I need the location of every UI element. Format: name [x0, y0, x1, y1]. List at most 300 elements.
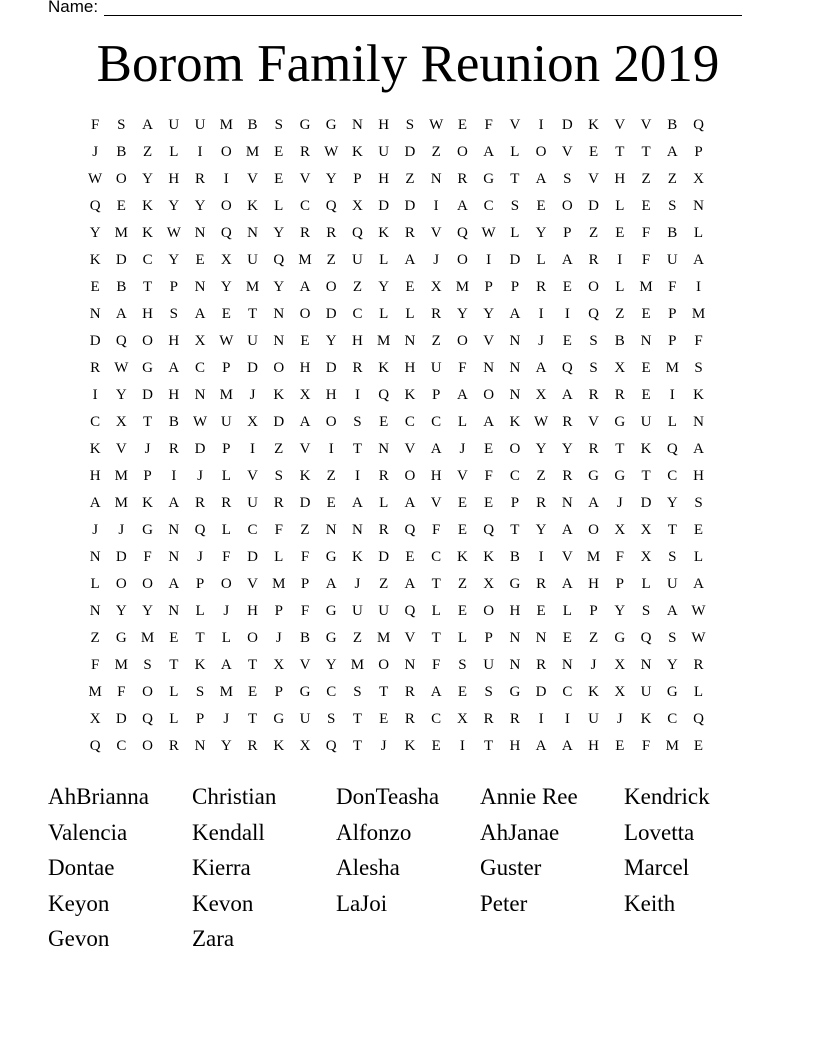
grid-letter: R — [352, 360, 363, 376]
grid-letter: D — [325, 306, 337, 322]
grid-letter: L — [195, 603, 205, 619]
grid-letter: C — [116, 738, 127, 754]
grid-letter: A — [693, 576, 704, 592]
grid-letter: K — [89, 441, 101, 457]
grid-letter: D — [273, 414, 285, 430]
grid-row — [82, 490, 738, 517]
grid-letter: Y — [456, 306, 468, 322]
grid-letter: N — [509, 387, 521, 403]
grid-letter: N — [509, 333, 521, 349]
grid-letter: R — [378, 468, 389, 484]
grid-letter: Y — [325, 657, 337, 673]
grid-letter: C — [352, 306, 363, 322]
word-list-item: AhJanae — [480, 819, 560, 845]
grid-letter: N — [352, 522, 363, 538]
grid-letter: H — [404, 360, 416, 376]
grid-letter: Q — [378, 387, 390, 403]
grid-letter: N — [194, 279, 206, 295]
word-list-item: Christian — [192, 784, 277, 809]
grid-letter: I — [92, 387, 98, 403]
grid-letter: L — [169, 144, 179, 160]
grid-letter: A — [509, 306, 521, 322]
word-list-item: Marcel — [624, 855, 690, 881]
grid-letter: B — [116, 144, 127, 160]
grid-letter: R — [404, 711, 415, 727]
grid-letter: H — [430, 468, 442, 484]
grid-row — [82, 301, 738, 328]
grid-letter: F — [274, 522, 283, 538]
grid-letter: K — [404, 738, 416, 754]
grid-letter: A — [561, 738, 573, 754]
grid-letter: X — [483, 576, 495, 592]
grid-letter: C — [667, 468, 678, 484]
grid-letter: R — [509, 711, 520, 727]
grid-letter: D — [89, 333, 101, 349]
grid-letter: F — [222, 549, 231, 565]
grid-letter: L — [615, 279, 625, 295]
grid-letter: Y — [168, 198, 180, 214]
grid-letter: T — [510, 522, 520, 538]
grid-letter: D — [115, 711, 127, 727]
grid-letter: T — [431, 630, 441, 646]
grid-letter: N — [273, 333, 285, 349]
grid-letter: G — [588, 468, 599, 484]
grid-letter: C — [431, 414, 442, 430]
grid-letter: O — [142, 576, 153, 592]
grid-letter: R — [168, 441, 179, 457]
grid-letter: Z — [641, 171, 651, 187]
grid-letter: O — [142, 738, 153, 754]
grid-letter: R — [562, 414, 573, 430]
grid-letter: B — [667, 117, 678, 133]
word-list-item: Annie Ree — [480, 784, 578, 809]
grid-letter: P — [169, 279, 178, 295]
grid-letter: A — [430, 684, 442, 700]
grid-letter: P — [484, 279, 493, 295]
grid-letter: I — [538, 549, 544, 565]
grid-letter: Z — [352, 630, 363, 646]
grid-letter: E — [588, 144, 599, 160]
grid-row — [82, 733, 738, 760]
grid-letter: S — [668, 549, 677, 565]
grid-letter: F — [694, 333, 703, 349]
grid-letter: M — [219, 387, 233, 403]
grid-letter: D — [404, 198, 416, 214]
grid-letter: U — [168, 117, 180, 133]
grid-letter: A — [430, 441, 442, 457]
grid-letter: J — [223, 603, 230, 619]
grid-letter: I — [564, 306, 570, 322]
grid-letter: G — [325, 549, 337, 565]
grid-letter: G — [273, 711, 285, 727]
grid-letter: A — [483, 414, 495, 430]
grid-letter: R — [562, 468, 573, 484]
grid-letter: V — [404, 441, 416, 457]
grid-letter: M — [219, 117, 233, 133]
grid-letter: H — [693, 468, 704, 484]
grid-letter: M — [298, 252, 312, 268]
grid-letter: N — [483, 360, 495, 376]
grid-letter: K — [194, 657, 206, 673]
grid-letter: M — [272, 576, 286, 592]
grid-letter: N — [640, 333, 652, 349]
grid-letter: N — [273, 306, 285, 322]
grid-letter: K — [509, 414, 521, 430]
word-list-item: Lovetta — [624, 819, 695, 845]
grid-letter: B — [299, 630, 310, 646]
grid-letter: Q — [325, 738, 337, 754]
grid-letter: U — [588, 711, 599, 727]
grid-letter: R — [693, 657, 704, 673]
grid-letter: O — [325, 414, 337, 430]
grid-letter: J — [118, 522, 125, 538]
grid-letter: O — [456, 333, 468, 349]
grid-letter: X — [115, 414, 127, 430]
grid-letter: K — [483, 549, 495, 565]
grid-letter: R — [457, 171, 468, 187]
grid-letter: Y — [666, 495, 678, 511]
grid-letter: E — [274, 171, 284, 187]
grid-letter: T — [352, 738, 363, 754]
grid-row — [82, 652, 738, 679]
grid-letter: Q — [588, 306, 599, 322]
grid-letter: E — [457, 117, 467, 133]
grid-letter: Z — [615, 306, 625, 322]
grid-letter: Z — [90, 630, 100, 646]
word-list-item: Alesha — [336, 855, 400, 881]
grid-letter: V — [115, 441, 127, 457]
grid-letter: G — [142, 522, 153, 538]
grid-row — [82, 382, 738, 409]
grid-letter: X — [89, 711, 101, 727]
grid-letter: P — [694, 144, 703, 160]
word-list-item: Gevon — [48, 926, 110, 952]
grid-letter: A — [115, 306, 127, 322]
grid-letter: Q — [693, 711, 704, 727]
grid-letter: K — [404, 387, 416, 403]
grid-letter: U — [247, 252, 258, 268]
grid-letter: N — [325, 522, 337, 538]
grid-row — [82, 436, 738, 463]
grid-letter: T — [431, 576, 441, 592]
grid-letter: B — [116, 279, 127, 295]
grid-letter: N — [404, 333, 416, 349]
grid-letter: S — [353, 414, 362, 430]
grid-letter: R — [378, 522, 389, 538]
grid-letter: G — [299, 117, 311, 133]
grid-letter: K — [89, 252, 101, 268]
grid-letter: H — [168, 387, 180, 403]
grid-letter: O — [247, 630, 258, 646]
grid-letter: G — [509, 576, 521, 592]
grid-letter: L — [457, 630, 467, 646]
grid-letter: N — [194, 738, 206, 754]
word-list-item: Zara — [192, 926, 235, 952]
grid-letter: J — [92, 144, 99, 160]
grid-letter: X — [247, 414, 258, 430]
grid-letter: Z — [143, 144, 153, 160]
grid-letter: B — [667, 225, 678, 241]
grid-letter: P — [195, 711, 205, 727]
grid-letter: N — [535, 630, 547, 646]
grid-letter: J — [590, 657, 597, 673]
grid-letter: K — [456, 549, 468, 565]
grid-letter: C — [247, 522, 258, 538]
grid-letter: Q — [142, 711, 153, 727]
grid-letter: X — [194, 333, 206, 349]
grid-letter: Q — [352, 225, 363, 241]
grid-letter: Z — [405, 171, 415, 187]
grid-letter: F — [458, 360, 467, 376]
grid-letter: E — [457, 684, 467, 700]
grid-letter: O — [115, 171, 127, 187]
word-list-item: Kendrick — [624, 784, 710, 809]
grid-letter: C — [431, 549, 442, 565]
grid-letter: L — [431, 603, 441, 619]
grid-letter: S — [143, 657, 152, 673]
grid-letter: W — [429, 117, 444, 133]
grid-letter: P — [510, 279, 520, 295]
grid-letter: E — [562, 630, 572, 646]
grid-row — [82, 139, 738, 166]
grid-letter: A — [194, 306, 206, 322]
grid-letter: S — [353, 684, 362, 700]
grid-letter: E — [615, 225, 625, 241]
grid-letter: V — [404, 630, 416, 646]
grid-letter: O — [220, 576, 232, 592]
grid-letter: V — [614, 117, 626, 133]
grid-letter: N — [89, 603, 101, 619]
grid-letter: T — [615, 144, 625, 160]
grid-letter: R — [299, 144, 310, 160]
grid-letter: Q — [693, 117, 704, 133]
grid-letter: Z — [274, 441, 284, 457]
grid-letter: V — [456, 468, 468, 484]
grid-letter: S — [195, 684, 205, 700]
grid-letter: X — [220, 252, 232, 268]
grid-letter: Z — [588, 225, 599, 241]
grid-letter: P — [484, 630, 493, 646]
grid-letter: K — [273, 387, 285, 403]
grid-letter: V — [247, 468, 258, 484]
grid-letter: A — [142, 117, 153, 133]
grid-letter: M — [140, 630, 155, 646]
grid-letter: W — [691, 603, 706, 619]
grid-letter: J — [616, 711, 623, 727]
grid-row — [82, 598, 738, 625]
grid-letter: N — [168, 549, 180, 565]
grid-letter: T — [247, 657, 258, 673]
grid-letter: J — [197, 468, 203, 484]
word-list-item: Kendall — [192, 819, 265, 845]
grid-letter: F — [143, 549, 152, 565]
grid-letter: S — [641, 603, 651, 619]
grid-letter: S — [117, 117, 126, 133]
grid-row — [82, 409, 738, 436]
grid-letter: I — [669, 387, 675, 403]
grid-letter: I — [538, 711, 544, 727]
grid-letter: B — [247, 117, 258, 133]
grid-letter: Y — [535, 522, 547, 538]
grid-letter: H — [378, 117, 390, 133]
grid-letter: M — [455, 279, 470, 295]
grid-letter: T — [195, 630, 205, 646]
grid-letter: T — [510, 171, 520, 187]
grid-letter: A — [299, 279, 311, 295]
grid-letter: A — [535, 360, 547, 376]
grid-letter: T — [615, 441, 625, 457]
grid-letter: P — [510, 495, 520, 511]
grid-letter: C — [667, 711, 678, 727]
grid-letter: N — [89, 306, 101, 322]
grid-letter: E — [457, 603, 467, 619]
grid-letter: A — [325, 576, 337, 592]
grid-letter: J — [197, 549, 203, 565]
grid-letter: Q — [404, 522, 416, 538]
grid-letter: D — [194, 441, 206, 457]
grid-letter: E — [221, 306, 231, 322]
grid-letter: Z — [588, 630, 599, 646]
grid-letter: K — [640, 441, 652, 457]
grid-letter: M — [377, 333, 391, 349]
grid-letter: D — [404, 144, 416, 160]
grid-row — [82, 220, 738, 247]
grid-letter: L — [379, 495, 389, 511]
grid-letter: G — [142, 360, 153, 376]
grid-letter: X — [614, 657, 626, 673]
grid-letter: N — [168, 603, 180, 619]
grid-letter: Z — [431, 333, 441, 349]
grid-letter: A — [404, 495, 416, 511]
grid-letter: O — [273, 360, 285, 376]
grid-letter: Y — [168, 252, 180, 268]
grid-letter: L — [221, 630, 231, 646]
grid-letter: I — [328, 441, 334, 457]
grid-letter: S — [589, 333, 598, 349]
grid-letter: G — [483, 171, 495, 187]
grid-letter: H — [614, 171, 626, 187]
grid-letter: R — [273, 495, 284, 511]
grid-letter: R — [195, 171, 206, 187]
grid-letter: K — [142, 225, 153, 241]
grid-letter: X — [693, 171, 704, 187]
grid-letter: P — [668, 306, 677, 322]
grid-letter: N — [693, 198, 704, 214]
grid-letter: Z — [300, 522, 310, 538]
grid-letter: U — [483, 657, 495, 673]
grid-letter: A — [168, 360, 180, 376]
grid-letter: U — [247, 333, 258, 349]
grid-letter: E — [693, 522, 704, 538]
grid-letter: X — [299, 738, 311, 754]
word-list-item: Guster — [480, 855, 542, 881]
grid-letter: O — [588, 522, 599, 538]
grid-letter: Q — [220, 225, 232, 241]
grid-letter: I — [486, 252, 492, 268]
grid-letter: K — [588, 684, 599, 700]
grid-letter: H — [247, 603, 258, 619]
grid-letter: F — [300, 603, 310, 619]
grid-letter: C — [562, 684, 573, 700]
grid-letter: Q — [89, 198, 101, 214]
grid-letter: N — [168, 522, 180, 538]
grid-letter: D — [535, 684, 547, 700]
grid-letter: K — [588, 117, 599, 133]
grid-letter: G — [614, 630, 626, 646]
grid-letter: B — [614, 333, 625, 349]
grid-letter: O — [142, 684, 153, 700]
name-blank-line — [104, 15, 742, 16]
grid-letter: K — [693, 387, 704, 403]
grid-letter: P — [274, 603, 283, 619]
grid-letter: C — [431, 711, 442, 727]
grid-letter: U — [378, 603, 390, 619]
grid-letter: W — [481, 225, 496, 241]
grid-letter: Y — [535, 441, 547, 457]
grid-letter: Z — [352, 279, 363, 295]
grid-letter: R — [614, 387, 625, 403]
grid-letter: K — [247, 198, 258, 214]
grid-letter: J — [538, 333, 545, 349]
grid-letter: L — [274, 198, 284, 214]
grid-letter: A — [693, 441, 704, 457]
grid-letter: V — [561, 549, 573, 565]
grid-letter: W — [219, 333, 234, 349]
grid-letter: K — [640, 711, 652, 727]
grid-letter: J — [616, 495, 623, 511]
grid-letter: K — [142, 495, 153, 511]
grid-letter: X — [614, 360, 626, 376]
grid-letter: S — [458, 657, 467, 673]
grid-letter: M — [665, 738, 679, 754]
grid-letter: Y — [325, 333, 337, 349]
grid-row — [82, 517, 738, 544]
grid-letter: H — [89, 468, 101, 484]
grid-letter: M — [219, 684, 233, 700]
word-list-item: Keith — [624, 890, 676, 916]
grid-letter: O — [588, 279, 599, 295]
grid-letter: M — [691, 306, 706, 322]
grid-letter: L — [615, 198, 625, 214]
grid-letter: I — [538, 306, 544, 322]
grid-letter: U — [194, 117, 206, 133]
grid-letter: H — [588, 738, 599, 754]
grid-letter: H — [588, 576, 599, 592]
grid-letter: N — [352, 117, 363, 133]
grid-letter: U — [666, 576, 678, 592]
grid-letter: R — [536, 657, 547, 673]
grid-letter: U — [640, 684, 652, 700]
grid-letter: L — [693, 225, 704, 241]
grid-letter: E — [641, 360, 651, 376]
grid-letter: I — [617, 252, 623, 268]
grid-letter: P — [668, 333, 677, 349]
grid-letter: C — [90, 414, 101, 430]
grid-letter: R — [404, 684, 415, 700]
grid-letter: F — [431, 522, 441, 538]
grid-letter: T — [247, 711, 258, 727]
grid-letter: N — [194, 387, 206, 403]
grid-letter: C — [509, 468, 520, 484]
grid-letter: L — [693, 549, 704, 565]
grid-letter: V — [561, 144, 573, 160]
grid-letter: G — [115, 630, 127, 646]
grid-letter: E — [484, 441, 494, 457]
grid-letter: D — [561, 117, 573, 133]
grid-letter: R — [90, 360, 101, 376]
grid-letter: U — [378, 144, 390, 160]
grid-letter: I — [171, 468, 177, 484]
